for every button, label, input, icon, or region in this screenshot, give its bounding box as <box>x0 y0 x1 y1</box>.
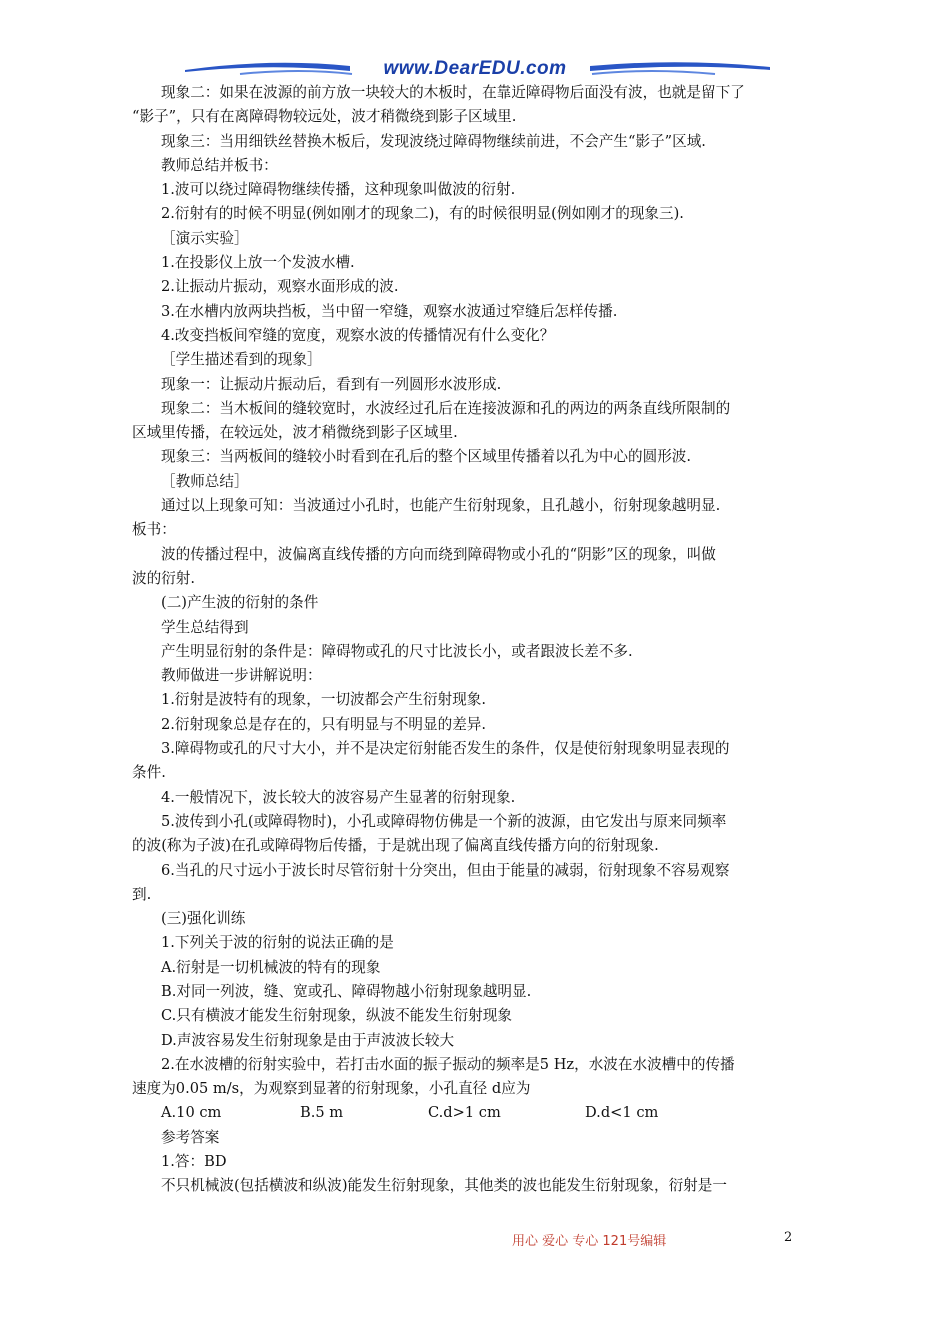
option-a: A.10 cm <box>161 1104 222 1122</box>
paragraph-line: 4.一般情况下，波长较大的波容易产生显著的衍射现象. <box>161 788 516 806</box>
option-b: B.5 m <box>300 1104 344 1122</box>
paragraph-line: ［演示实验］ <box>161 229 249 247</box>
footer-editor-note: 用心 爱心 专心 121号编辑 <box>512 1234 667 1249</box>
paragraph-line: 的波(称为子波)在孔或障碍物后传播，于是就出现了偏离直线传播方向的衍射现象. <box>132 837 659 855</box>
document-body <box>132 81 820 1199</box>
paragraph-line: 5.波传到小孔(或障碍物时)，小孔或障碍物仿佛是一个新的波源，由它发出与原来同频率 <box>161 812 727 830</box>
paragraph-line: 条件. <box>132 764 166 782</box>
paragraph-line: 学生总结得到 <box>161 618 249 636</box>
paragraph-line: (二)产生波的衍射的条件 <box>161 594 319 612</box>
answer-section <box>132 1126 820 1199</box>
paragraph-line: 通过以上现象可知：当波通过小孔时，也能产生衍射现象，且孔越小，衍射现象越明显. <box>161 497 721 515</box>
paragraph-line: 3.障碍物或孔的尺寸大小，并不是决定衍射能否发生的条件，仅是使衍射现象明显表现的 <box>161 740 730 758</box>
paragraph-line: 1.波可以绕过障碍物继续传播，这种现象叫做波的衍射. <box>161 181 516 199</box>
paragraph-line: 现象三：当两板间的缝较小时看到在孔后的整个区域里传播着以孔为中心的圆形波. <box>161 448 692 466</box>
paragraph-line: 2.衍射现象总是存在的，只有明显与不明显的差异. <box>161 715 487 733</box>
paragraph-line: 2.让振动片振动，观察水面形成的波. <box>161 278 399 296</box>
paragraph-line: 现象一：让振动片振动后，看到有一列圆形水波形成. <box>161 375 502 393</box>
paragraph-line: 2.在水波槽的衍射实验中，若打击水面的振子振动的频率是5 Hz，水波在水波槽中的传播 <box>161 1055 735 1073</box>
option-d: D.d<1 cm <box>585 1104 659 1122</box>
paragraph-line: 4.改变挡板间窄缝的宽度，观察水波的传播情况有什么变化？ <box>161 326 555 344</box>
paragraph-line: 现象二：如果在波源的前方放一块较大的木板时，在靠近障碍物后面没有波，也就是留下了 <box>161 84 745 101</box>
paragraph-line: 不只机械波(包括横波和纵波)能发生衍射现象，其他类的波也能发生衍射现象，衍射是一 <box>161 1177 727 1195</box>
paragraph-line: C.只有横波才能发生衍射现象，纵波不能发生衍射现象 <box>161 1007 512 1025</box>
page-number: 2 <box>784 1230 793 1245</box>
paragraph-line: D.声波容易发生衍射现象是由于声波波长较大 <box>161 1031 455 1049</box>
site-logo-text: www.DearEDU.com <box>383 58 567 79</box>
page-footer <box>0 1230 950 1254</box>
paragraph-line: B.对同一列波，缝、宽或孔、障碍物越小衍射现象越明显. <box>161 982 532 1000</box>
paragraph-line: A.衍射是一切机械波的特有的现象 <box>161 958 381 976</box>
paragraph-line: 6.当孔的尺寸远小于波长时尽管衍射十分突出，但由于能量的减弱，衍射现象不容易观察 <box>161 861 730 879</box>
paragraph-line: 区域里传播，在较远处，波才稍微绕到影子区域里. <box>132 424 458 442</box>
paragraph-line: 波的传播过程中，波偏离直线传播的方向而绕到障碍物或小孔的“阴影”区的现象，叫做 <box>161 545 716 563</box>
paragraph-line: 产生明显衍射的条件是：障碍物或孔的尺寸比波长小，或者跟波长差不多. <box>161 642 633 660</box>
paragraph-line: 到. <box>132 885 152 903</box>
paragraph-line: (三)强化训练 <box>161 910 246 928</box>
paragraph-line: “影子”，只有在离障碍物较远处，波才稍微绕到影子区域里. <box>132 108 517 126</box>
paragraph-line: 教师总结并板书： <box>161 156 278 174</box>
paragraph-line: 2.衍射有的时候不明显(例如刚才的现象二)，有的时候很明显(例如刚才的现象三). <box>161 205 684 223</box>
paragraph-list <box>132 81 820 1101</box>
paragraph-line: 1.答：BD <box>161 1153 227 1171</box>
page-header <box>0 0 950 90</box>
paragraph-line: 1.在投影仪上放一个发波水槽. <box>161 254 355 272</box>
paragraph-line: 1.下列关于波的衍射的说法正确的是 <box>161 934 394 952</box>
paragraph-line: 波的衍射. <box>132 569 196 587</box>
option-c: C.d>1 cm <box>428 1104 501 1122</box>
paragraph-line: 参考答案 <box>161 1128 220 1146</box>
paragraph-line: ［教师总结］ <box>161 472 249 490</box>
paragraph-line: ［学生描述看到的现象］ <box>161 351 322 369</box>
paragraph-line: 1.衍射是波特有的现象，一切波都会产生衍射现象. <box>161 691 487 709</box>
paragraph-line: 现象二：当木板间的缝较宽时，水波经过孔后在连接波源和孔的两边的两条直线所限制的 <box>161 399 731 417</box>
paragraph-line: 3.在水槽内放两块挡板，当中留一窄缝，观察水波通过窄缝后怎样传播. <box>161 302 618 320</box>
paragraph-line: 现象三：当用细铁丝替换木板后，发现波绕过障碍物继续前进，不会产生“影子”区域. <box>161 132 706 150</box>
answer-options <box>132 1101 820 1125</box>
paragraph-line: 速度为0.05 m/s，为观察到显著的衍射现象，小孔直径 d应为 <box>132 1080 531 1098</box>
paragraph-line: 板书： <box>132 521 176 539</box>
paragraph-line: 教师做进一步讲解说明： <box>161 667 322 685</box>
